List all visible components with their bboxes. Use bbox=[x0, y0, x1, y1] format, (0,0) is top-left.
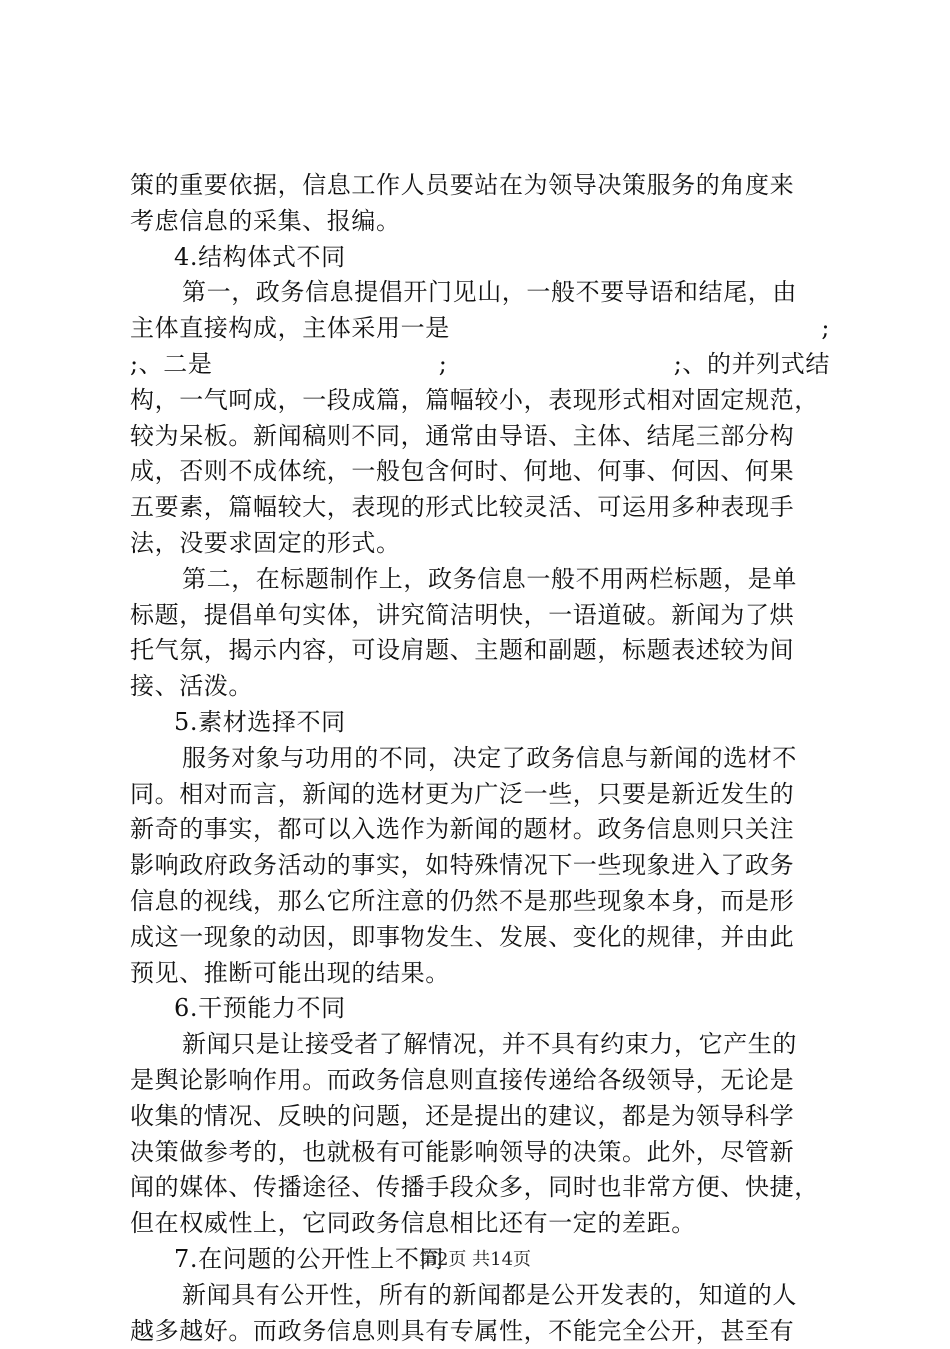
text-line: 预见、推断可能出现的结果。 bbox=[130, 956, 830, 992]
text-line-split bbox=[130, 347, 830, 383]
text-line-split bbox=[130, 311, 830, 347]
text-fragment: ;、二是 bbox=[130, 347, 213, 383]
text-line: 考虑信息的采集、报编。 bbox=[130, 204, 830, 240]
text-line: 收集的情况、反映的问题，还是提出的建议，都是为领导科学 bbox=[130, 1099, 830, 1135]
text-line: 第二，在标题制作上，政务信息一般不用两栏标题，是单 bbox=[130, 562, 830, 598]
text-line: 闻的媒体、传播途径、传播手段众多，同时也非常方便、快捷， bbox=[130, 1170, 830, 1206]
section-heading: 6.干预能力不同 bbox=[130, 991, 830, 1027]
text-line: 新闻只是让接受者了解情况，并不具有约束力，它产生的 bbox=[130, 1027, 830, 1063]
text-line: 五要素，篇幅较大，表现的形式比较灵活、可运用多种表现手 bbox=[130, 490, 830, 526]
text-line: 法，没要求固定的形式。 bbox=[130, 526, 830, 562]
text-line: 成，否则不成体统，一般包含何时、何地、何事、何因、何果 bbox=[130, 454, 830, 490]
text-line: 新闻具有公开性，所有的新闻都是公开发表的，知道的人 bbox=[130, 1278, 830, 1314]
text-line: 成这一现象的动因，即事物发生、发展、变化的规律，并由此 bbox=[130, 920, 830, 956]
text-line: 是舆论影响作用。而政务信息则直接传递给各级领导，无论是 bbox=[130, 1063, 830, 1099]
text-line: 决策做参考的，也就极有可能影响领导的决策。此外，尽管新 bbox=[130, 1135, 830, 1171]
text-line: 策的重要依据，信息工作人员要站在为领导决策服务的角度来 bbox=[130, 168, 830, 204]
body-text bbox=[130, 168, 830, 1349]
text-fragment: ; bbox=[821, 311, 830, 347]
text-line: 但在权威性上，它同政务信息相比还有一定的差距。 bbox=[130, 1206, 830, 1242]
text-line: 第一，政务信息提倡开门见山，一般不要导语和结尾，由 bbox=[130, 275, 830, 311]
section-heading: 5.素材选择不同 bbox=[130, 705, 830, 741]
text-fragment: ;、的并列式结 bbox=[674, 347, 830, 383]
section-heading: 4.结构体式不同 bbox=[130, 240, 830, 276]
text-line: 信息的视线，那么它所注意的仍然不是那些现象本身，而是形 bbox=[130, 884, 830, 920]
text-line: 较为呆板。新闻稿则不同，通常由导语、主体、结尾三部分构 bbox=[130, 419, 830, 455]
text-fragment: ; bbox=[439, 347, 448, 383]
text-line: 影响政府政务活动的事实，如特殊情况下一些现象进入了政务 bbox=[130, 848, 830, 884]
text-fragment: 主体直接构成，主体采用一是 bbox=[130, 311, 450, 347]
text-line: 接、活泼。 bbox=[130, 669, 830, 705]
text-line: 越多越好。而政务信息则具有专属性，不能完全公开，甚至有 bbox=[130, 1314, 830, 1349]
text-line: 服务对象与功用的不同，决定了政务信息与新闻的选材不 bbox=[130, 741, 830, 777]
page-footer: 第2页 共14页 bbox=[0, 1245, 950, 1271]
text-line: 构，一气呵成，一段成篇，篇幅较小，表现形式相对固定规范， bbox=[130, 383, 830, 419]
text-line: 托气氛，揭示内容，可设肩题、主题和副题，标题表述较为间 bbox=[130, 633, 830, 669]
text-line: 标题，提倡单句实体，讲究简洁明快，一语道破。新闻为了烘 bbox=[130, 598, 830, 634]
text-line: 同。相对而言，新闻的选材更为广泛一些，只要是新近发生的 bbox=[130, 777, 830, 813]
section-heading: 7.在问题的公开性上不同 bbox=[130, 1242, 830, 1278]
text-line: 新奇的事实，都可以入选作为新闻的题材。政务信息则只关注 bbox=[130, 812, 830, 848]
